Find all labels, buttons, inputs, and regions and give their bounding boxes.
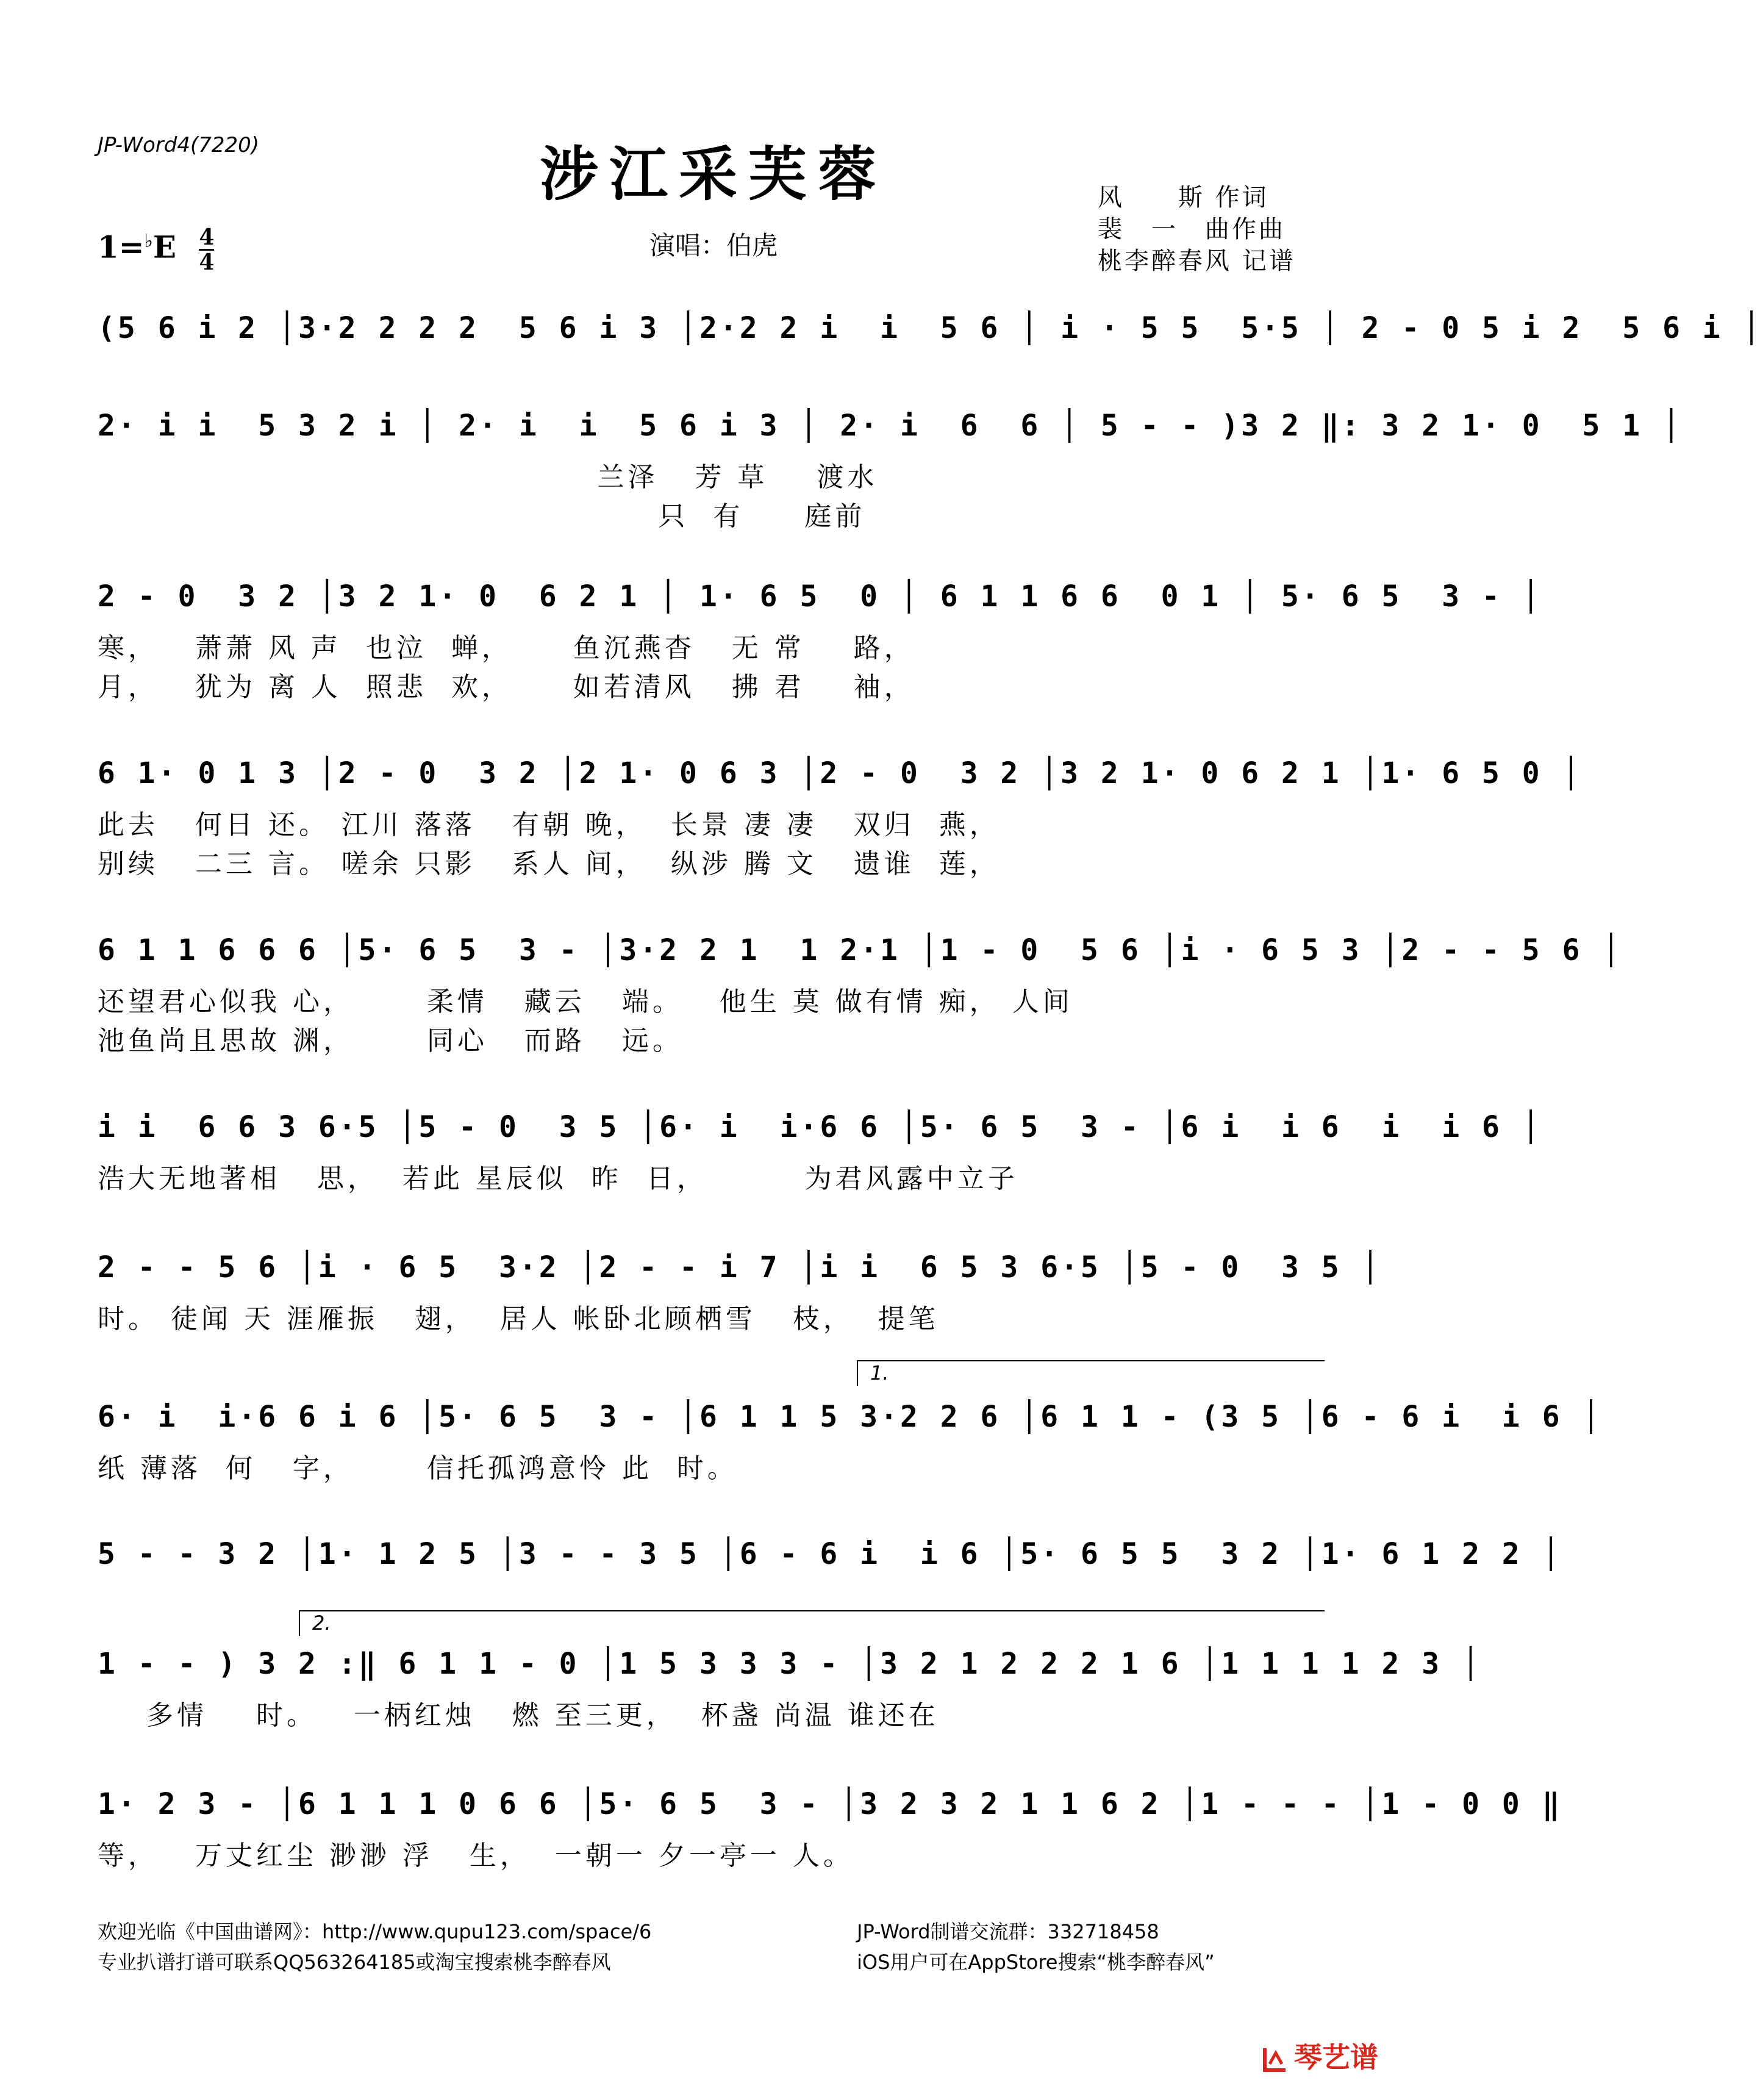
singer: 演唱：伯虎 <box>649 231 778 260</box>
lyric-verse-2: 池鱼尚且思故 渊， 同心 而路 远。 <box>98 1025 683 1056</box>
time-bottom: 4 <box>199 249 215 275</box>
notation-line: 5 - - 3 2 │1· 1 2 5 │3 - - 3 5 │6 - 6 i i 6 │5· 6 5 5 3 2 │1· 6 1 2 2 │ <box>98 1537 1562 1571</box>
footer-ios: iOS用户可在AppStore搜索“桃李醉春风” <box>857 1951 1215 1974</box>
notation-line: 6 1· 0 1 3 │2 - 0 3 2 │2 1· 0 6 3 │2 - 0 3 2 │3 2 1· 0 6 2 1 │1· 6 5 0 │ <box>98 756 1582 790</box>
song-title: 涉江采芙蓉 <box>540 140 887 209</box>
lyric-verse-2: 只 有 庭前 <box>98 501 866 532</box>
notation-line: 2 - 0 3 2 │3 2 1· 0 6 2 1 │ 1· 6 5 0 │ 6 1 1 6 6 0 1 │ 5· 6 5 3 - │ <box>98 579 1542 614</box>
software-version: JP-Word4(7220) <box>98 133 260 157</box>
lyric-verse-1: 多情 时。 一柄红烛 燃 至三更， 杯盏 尚温 谁还在 <box>98 1700 939 1731</box>
logo-text: 琴艺谱 <box>1294 2041 1378 2074</box>
footer-website: 欢迎光临《中国曲谱网》：http://www.qupu123.com/space/6 <box>98 1920 652 1943</box>
key-note: E <box>152 229 176 265</box>
notation-line: 2· i i 5 3 2 i │ 2· i i 5 6 i 3 │ 2· i 6 6 │ 5 - - )3 2 ‖: 3 2 1· 0 5 1 │ <box>98 409 1683 443</box>
lyric-verse-1: 寒， 萧萧 风 声 也泣 蝉， 鱼沉燕杳 无 常 路， <box>98 633 915 664</box>
credit-transcriber: 桃李醉春风 记谱 <box>1098 247 1296 275</box>
key-prefix: 1= <box>98 229 145 265</box>
second-ending-label: 2. <box>312 1611 331 1635</box>
logo-icon <box>1261 2046 1289 2074</box>
lyric-verse-1: 时。 徒闻 天 涯雁振 翅， 居人 帐卧北顾栖雪 枝， 提笔 <box>98 1303 939 1335</box>
lyric-verse-1: 纸 薄落 何 字， 信托孤鸿意怜 此 时。 <box>98 1453 738 1484</box>
second-ending-bracket <box>299 1610 1325 1636</box>
notation-line: (5 6 i 2 │3·2 2 2 2 5 6 i 3 │2·2 2 i i 5 6 │ i · 5 5 5·5 │ 2 - 0 5 i 2 5 6 i │ <box>98 311 1763 345</box>
footer-group: JP-Word制谱交流群：332718458 <box>857 1920 1159 1943</box>
first-ending-bracket <box>857 1360 1325 1386</box>
time-top: 4 <box>199 224 215 250</box>
lyric-verse-1: 还望君心似我 心， 柔情 藏云 端。 他生 莫 做有情 痴， 人间 <box>98 986 1073 1017</box>
credit-lyricist: 风 斯 作词 <box>1098 184 1269 212</box>
notation-line: 1· 2 3 - │6 1 1 1 0 6 6 │5· 6 5 3 - │3 2 3 2 1 1 6 2 │1 - - - │1 - 0 0 ‖ <box>98 1787 1562 1821</box>
site-logo <box>1261 2035 1378 2076</box>
notation-line: 1 - - ) 3 2 :‖ 6 1 1 - 0 │1 5 3 3 3 - │3 2 1 2 2 2 1 6 │1 1 1 1 2 3 │ <box>98 1647 1482 1681</box>
notation-line: 6 1 1 6 6 6 │5· 6 5 3 - │3·2 2 1 1 2·1 │1 - 0 5 6 │i · 6 5 3 │2 - - 5 6 │ <box>98 933 1623 967</box>
lyric-verse-1: 等， 万丈红尘 渺渺 浮 生， 一朝一 夕一亭一 人。 <box>98 1840 854 1871</box>
notation-line: 6· i i·6 6 i 6 │5· 6 5 3 - │6 1 1 5 3·2 2 6 │6 1 1 - (3 5 │6 - 6 i i 6 │ <box>98 1400 1603 1434</box>
lyric-verse-1: 兰泽 芳 草 渡水 <box>98 462 878 493</box>
credit-composer: 裴 一 曲作曲 <box>1098 215 1286 243</box>
flat-sign: ♭ <box>144 230 153 252</box>
notation-line: i i 6 6 3 6·5 │5 - 0 3 5 │6· i i·6 6 │5· 6 5 3 - │6 i i 6 i i 6 │ <box>98 1110 1542 1144</box>
lyric-verse-1: 浩大无地著相 思， 若此 星辰似 昨 日， 为君风露中立子 <box>98 1163 1018 1194</box>
lyric-verse-1: 此去 何日 还。 江川 落落 有朝 晚， 长景 凄 凄 双归 燕， <box>98 809 1000 840</box>
footer-contact: 专业扒谱打谱可联系QQ563264185或淘宝搜索桃李醉春风 <box>98 1951 611 1974</box>
notation-line: 2 - - 5 6 │i · 6 5 3·2 │2 - - i 7 │i i 6 5 3 6·5 │5 - 0 3 5 │ <box>98 1250 1382 1285</box>
lyric-verse-2: 月， 犹为 离 人 照悲 欢， 如若清风 拂 君 袖， <box>98 672 915 703</box>
first-ending-label: 1. <box>870 1361 889 1385</box>
lyric-verse-2: 别续 二三 言。 嗟余 只影 系人 间， 纵涉 腾 文 遗谁 莲， <box>98 848 1000 880</box>
